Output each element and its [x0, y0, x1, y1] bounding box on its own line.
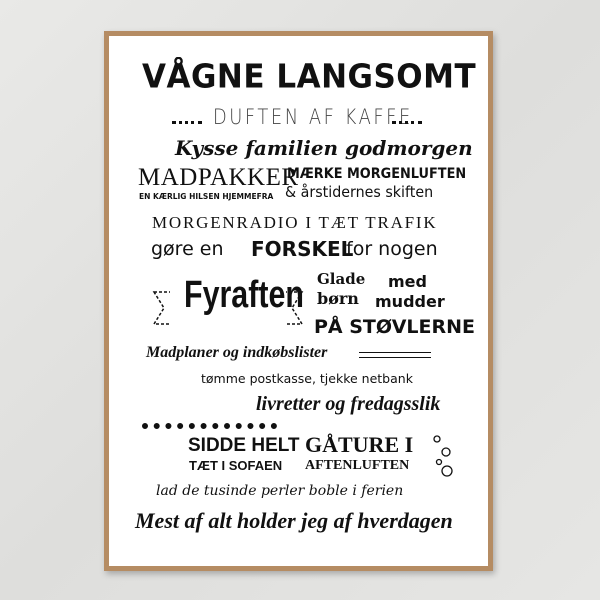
line-mest: Mest af alt holder jeg af hverdagen: [135, 508, 453, 533]
line-med: med: [388, 272, 427, 291]
double-line-divider: [359, 352, 431, 358]
line-gore: gøre en: [151, 238, 224, 260]
line-livretter: livretter og fredagsslik: [256, 393, 441, 415]
big-dotted-divider: [142, 423, 277, 429]
line-forskel: FORSKEL: [251, 237, 354, 261]
dotted-divider-left: [172, 121, 202, 124]
line-taet-i-sofaen: TÆT I SOFAEN: [189, 458, 283, 473]
line-madpakker: MADPAKKER: [138, 164, 299, 191]
line-madplaner: Madplaner og indkøbslister: [146, 344, 328, 361]
line-aarstider: & årstidernes skiften: [285, 183, 434, 201]
line-paa-stovlerne: PÅ STØVLERNE: [314, 316, 476, 338]
line-fyraften: Fyraften: [184, 274, 304, 316]
line-tomme: tømme postkasse, tjekke netbank: [201, 371, 413, 386]
line-duften: DUFTEN AF KAFFE: [213, 105, 413, 129]
line-aftenluften: AFTENLUFTEN: [305, 458, 410, 473]
line-morgenradio: MORGENRADIO I TÆT TRAFIK: [152, 213, 438, 232]
line-sidde-helt: SIDDE HELT: [188, 435, 300, 456]
line-maerke: MÆRKE MORGENLUFTEN: [287, 166, 467, 182]
line-gaature: GÅTURE I: [305, 432, 414, 457]
line-mudder: mudder: [375, 292, 445, 311]
line-lad-de: lad de tusinde perler boble i ferien: [156, 483, 404, 499]
poster-title: VÅGNE LANGSOMT: [142, 58, 477, 96]
bubbles-icon: [428, 432, 462, 480]
line-glade: Glade: [317, 270, 366, 288]
dotted-divider-right: [392, 121, 422, 124]
line-kysse: Kysse familien godmorgen: [175, 136, 473, 160]
line-for-nogen: for nogen: [346, 238, 438, 260]
line-born: børn: [317, 289, 359, 308]
line-madpakker-sub: EN KÆRLIG HILSEN HJEMMEFRA: [139, 192, 274, 201]
